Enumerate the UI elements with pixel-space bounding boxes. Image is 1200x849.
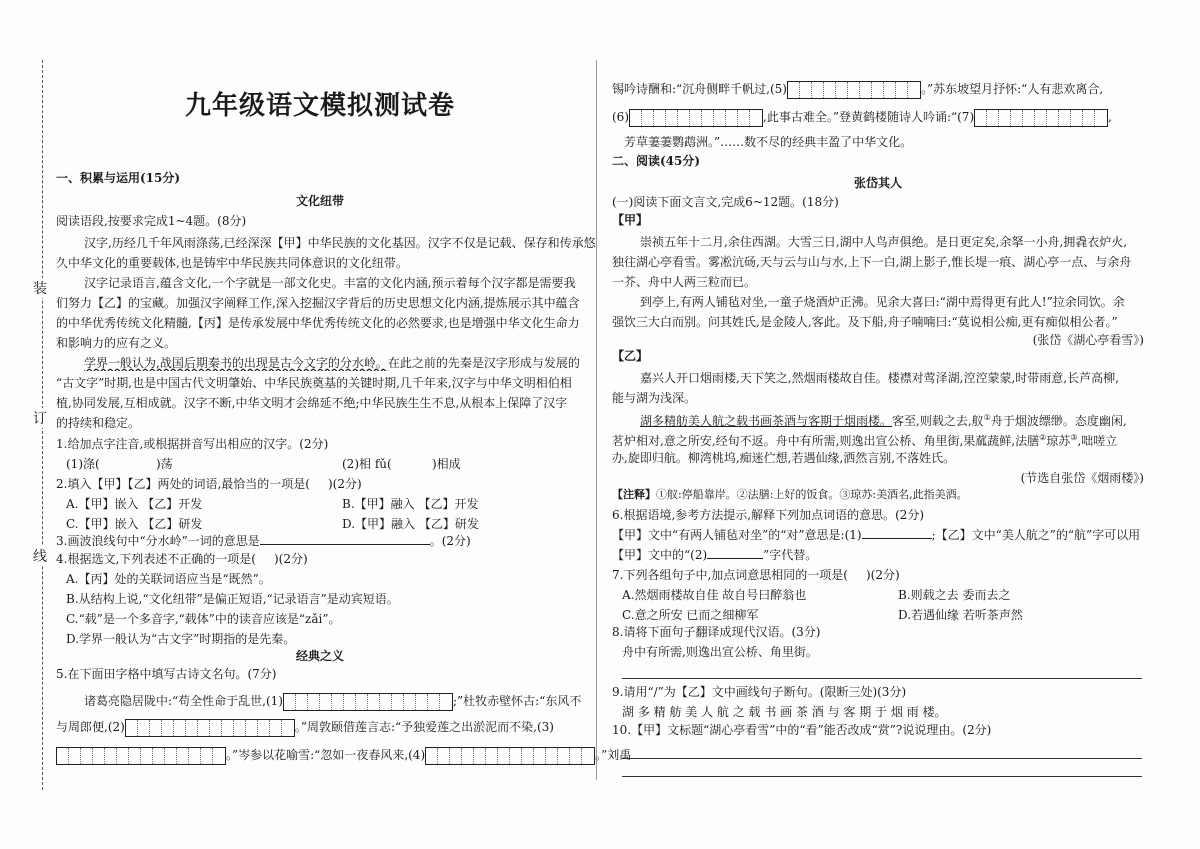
yi-line: 茗炉相对,意之所安,经旬不返。舟中有所需,则逸出宣公桥、角里街,果蓏蔬鲜,法膳②琼苏③,咄嗟立 [612, 433, 1118, 448]
column-divider [596, 60, 597, 780]
para-line: 久中华文化的重要载体,也是铸牢中华民族共同体意识的文化纽带。 [56, 256, 408, 270]
q1-item-1a: (1)涤( [66, 457, 100, 471]
q5-grid-5[interactable] [787, 81, 921, 99]
q2-option-d: D.【甲】融入 【乙】研发 [342, 517, 479, 531]
q6-text: ”字代替。 [763, 548, 818, 562]
yi-underlined-line: 湖多精舫美人航之载书画茶酒与客期于烟雨楼。客至,则载之去,舣①舟于烟波缥缈。态度幽闲, [640, 413, 1127, 428]
q6-blank-2[interactable] [707, 558, 763, 559]
q5-text: 与周郎便,(2) [56, 720, 125, 734]
jia-line: 一芥、舟中人两三粒而已。 [612, 275, 757, 289]
q5-text: (6) [612, 110, 629, 124]
q2-end: )(2分) [327, 477, 362, 491]
q5-text: 。”刘禹 [595, 748, 632, 762]
question-10: 10.【甲】文标题“湖心亭看雪”中的“看”能否改成“赏”?说说理由。(2分) [612, 723, 992, 737]
yi-text: ,咄嗟立 [1077, 434, 1118, 448]
yi-text: 琼苏 [1046, 434, 1071, 448]
q6-text: ;【乙】文中“美人航之”的“航”字可以用 [931, 528, 1141, 542]
question-5: 5.在下面田字格中填写古诗文名句。(7分) [56, 667, 277, 681]
q4-option-d: D.学界一般认为“古文字”时期指的是先秦。 [66, 632, 296, 646]
binding-margin [30, 60, 50, 790]
q6-line-1 [612, 527, 1140, 543]
jia-line: 崇祯五年十二月,余住西湖。大雪三日,湖中人鸟声俱绝。是日更定矣,余拏一小舟,拥毳衣炉火, [640, 235, 1128, 249]
subtitle-classics: 经典之义 [295, 649, 344, 663]
question-6: 6.根据语境,参考方法提示,解释下列加点词语的意思。(2分) [612, 508, 925, 522]
yi-text: 茗炉相对,意之所安,经旬不返。舟中有所需,则逸出宣公桥、角里街,果蓏蔬鲜,法膳 [612, 434, 1040, 448]
para-line: 和影响力的应有之义。 [56, 336, 177, 350]
q7-option-c: C.意之所安 已而之细柳军 [622, 608, 759, 622]
q5-text: 锡吟诗酬和:“沉舟侧畔千帆过,(5) [612, 82, 787, 96]
q3-end: 。(2分) [429, 534, 471, 548]
annotation-note [612, 487, 968, 503]
paper-title: 九年级语文模拟测试卷 [184, 91, 455, 121]
note-text: ①舣:停船靠岸。②法膳:上好的饭食。③琼苏:美酒名,此指美酒。 [656, 488, 968, 501]
q5-line-1 [84, 690, 581, 712]
subtitle-culture-bond: 文化纽带 [295, 194, 344, 208]
para-line: 的中华优秀传统文化精髓,【丙】是传承发展中华优秀传统文化的必然要求,也是增强中华文化生命力 [56, 316, 580, 330]
q3-text: 3.画波浪线句中“分水岭”一词的意思是 [56, 534, 260, 548]
binding-char-xian: 线 [30, 546, 50, 566]
question-1: 1.给加点字注音,或根据拼音写出相应的汉字。(2分) [56, 437, 329, 451]
note-label: 【注释】 [612, 488, 656, 501]
yi-line: 能与湖为浅深。 [612, 391, 697, 405]
section1-intro: 阅读语段,按要求完成1~4题。(8分) [56, 214, 247, 228]
passage-jia-label: 【甲】 [612, 213, 649, 227]
jia-line: 到亭上,有两人铺毡对坐,一童子烧酒炉正沸。见余大喜曰:“湖中焉得更有此人!”拉余同饮。余 [640, 295, 1125, 309]
q5-grid-4[interactable] [425, 747, 595, 765]
q5-grid-2[interactable] [125, 719, 295, 737]
question-8: 8.请将下面句子翻译成现代汉语。(3分) [612, 625, 821, 639]
q1-item-1b: )荡 [156, 457, 173, 471]
question-2 [56, 476, 362, 492]
question-3 [56, 533, 471, 549]
sub-section-1: (一)阅读下面文言文,完成6~12题。(18分) [612, 195, 839, 209]
q5-grid-3[interactable] [56, 747, 226, 765]
q5-text: 诸葛亮隐居陇中:“苟全性命于乱世,(1) [84, 694, 283, 708]
jia-line: 独往湖心亭看雪。雾凇沆砀,天与云与山与水,上下一白,湖上影子,惟长堤一痕、湖心亭一点、与余舟 [612, 255, 1132, 269]
q5-line-6: 芳草萋萋鹦鹉洲。”……数不尽的经典丰盈了中华文化。 [624, 135, 913, 149]
q6-line-2 [612, 547, 817, 563]
para-line: 植,协同发展,互相成就。汉字不断,中华文明才会绵延不绝;中华民族生生不息,从根本上保障了汉字 [56, 396, 568, 410]
question-7 [612, 567, 900, 583]
q5-text: ,此事古难全。”登黄鹤楼随诗人吟诵:“(7) [763, 110, 975, 124]
wavy-underlined-text: 学界一般认为,战国后期秦书的出现是古今文字的分水岭。 [84, 356, 388, 370]
wavy-sentence [84, 355, 580, 371]
q1-item-2a: (2)相 fǔ( [342, 457, 392, 471]
q5-line-3 [56, 744, 631, 766]
q7-end: )(2分) [865, 568, 900, 582]
binding-char-ding: 订 [30, 408, 50, 428]
q7-option-a: A.然烟雨楼故自佳 故自号曰醉翁也 [622, 588, 807, 602]
passage-yi-label: 【乙】 [612, 349, 649, 363]
para-line: “古文字”时期,也是中国古代文明肇始、中华民族奠基的关键时期,几千年来,汉字与中华文明相伯相 [56, 376, 572, 390]
yi-line: 嘉兴人开口烟雨楼,天下笑之,然烟雨楼故自佳。楼襟对莺泽湖,涳涳蒙蒙,时带雨意,长芦高柳, [640, 371, 1119, 385]
q10-answer-line-2[interactable] [622, 776, 1142, 777]
q4-option-b: B.从结构上说,“文化纽带”是偏正短语,“记录语言”是动宾短语。 [66, 592, 399, 606]
q7-option-b: B.则载之去 委而去之 [898, 588, 1011, 602]
jia-line: 强饮三大白而别。问其姓氏,是金陵人,客此。及下船,舟子喃喃曰:“莫说相公痴,更有痴似相公者。” [612, 315, 1118, 329]
q7-option-d: D.若遇仙缘 若听茶声然 [898, 608, 1023, 622]
q4-text: 4.根据选文,下列表述不正确的一项是( [56, 552, 256, 566]
q6-text: 【甲】文中的“(2) [612, 548, 708, 562]
q7-text: 7.下列各组句子中,加点词意思相同的一项是( [612, 568, 848, 582]
q5-line-5 [612, 106, 1112, 128]
q10-answer-line-1[interactable] [622, 758, 1142, 759]
para-line: 们努力【乙】的宝藏。加强汉字阐释工作,深入挖掘汉字背后的历史思想文化内涵,提炼展示其中蕴含 [56, 296, 580, 310]
yi-source: (节选自张岱《烟雨楼》) [1020, 471, 1144, 485]
q4-option-c: C.“载”是一个多音字,“载体”中的读音应该是“zǎi”。 [66, 612, 341, 626]
q5-line-4 [612, 78, 1103, 100]
q2-option-a: A.【甲】嵌入 【乙】开发 [66, 497, 203, 511]
q5-text: , [1108, 110, 1112, 124]
yi-text: 客至,则载之去,舣 [892, 414, 984, 428]
question-4 [56, 551, 308, 567]
q1-item-2b: )相成 [432, 457, 461, 471]
q5-line-2 [56, 716, 554, 738]
q8-sentence: 舟中有所需,则逸出宣公桥、角里街。 [622, 645, 818, 659]
q5-text: 。”周敦颐借莲言志:“予独爱莲之出淤泥而不染,(3) [294, 720, 554, 734]
binding-char-zhuang: 装 [30, 278, 50, 298]
q2-option-c: C.【甲】嵌入 【乙】研发 [66, 517, 203, 531]
q8-answer-line[interactable] [622, 678, 1142, 679]
yi-line: 办,旋即归航。柳湾桃坞,痴迷伫想,若遇仙缘,洒然言别,不落姓氏。 [612, 451, 956, 465]
q5-grid-6[interactable] [629, 109, 763, 127]
q2-option-b: B.【甲】融入 【乙】开发 [342, 497, 479, 511]
q6-text: 【甲】文中“有两人铺毡对坐”的“对”意思是:(1) [612, 528, 862, 542]
question-9: 9.请用“/”为【乙】文中画线句子断句。(限断三处)(3分) [612, 685, 907, 699]
para-text: 在此之前的先秦是汉字形成与发展的 [387, 356, 580, 370]
para-line: 的持续和稳定。 [56, 416, 141, 430]
q5-text: 。”岑参以花喻雪:“忽如一夜春风来,(4) [226, 748, 426, 762]
section2-heading: 二、阅读(45分) [612, 154, 701, 168]
q9-sentence: 湖 多 精 舫 美 人 航 之 载 书 画 茶 酒 与 客 期 于 烟 雨 楼。 [622, 705, 947, 719]
q5-grid-7[interactable] [974, 109, 1108, 127]
q3-answer-blank[interactable] [260, 544, 430, 545]
section1-heading: 一、积累与运用(15分) [56, 171, 181, 185]
jia-source: (张岱《湖心亭看雪》) [1032, 333, 1144, 347]
q5-text: ;”杜牧赤壁怀古:“东风不 [453, 694, 582, 708]
q5-grid-1[interactable] [283, 693, 453, 711]
para-line: 汉字记录语言,蕴含文化,一个字就是一部文化史。丰富的文化内涵,预示着每个汉字都是需要我 [84, 276, 576, 290]
q5-text: 。”苏东坡望月抒怀:“人有悲欢离合, [921, 82, 1104, 96]
q6-blank-1[interactable] [862, 538, 932, 539]
yi-text: 舟于烟波缥缈。态度幽闲, [990, 414, 1127, 428]
q2-text: 2.填入【甲】【乙】两处的词语,最恰当的一项是( [56, 477, 310, 491]
q4-end: )(2分) [273, 552, 308, 566]
passage-title: 张岱其人 [853, 176, 902, 190]
underlined-sentence: 湖多精舫美人航之载书画茶酒与客期于烟雨楼。 [640, 414, 893, 428]
para-line: 汉字,历经几千年风雨涤荡,已经深深【甲】中华民族的文化基因。汉字不仅是记载、保存和传承悠 [84, 236, 596, 250]
q4-option-a: A.【丙】处的关联词语应当是“既然”。 [66, 572, 271, 586]
